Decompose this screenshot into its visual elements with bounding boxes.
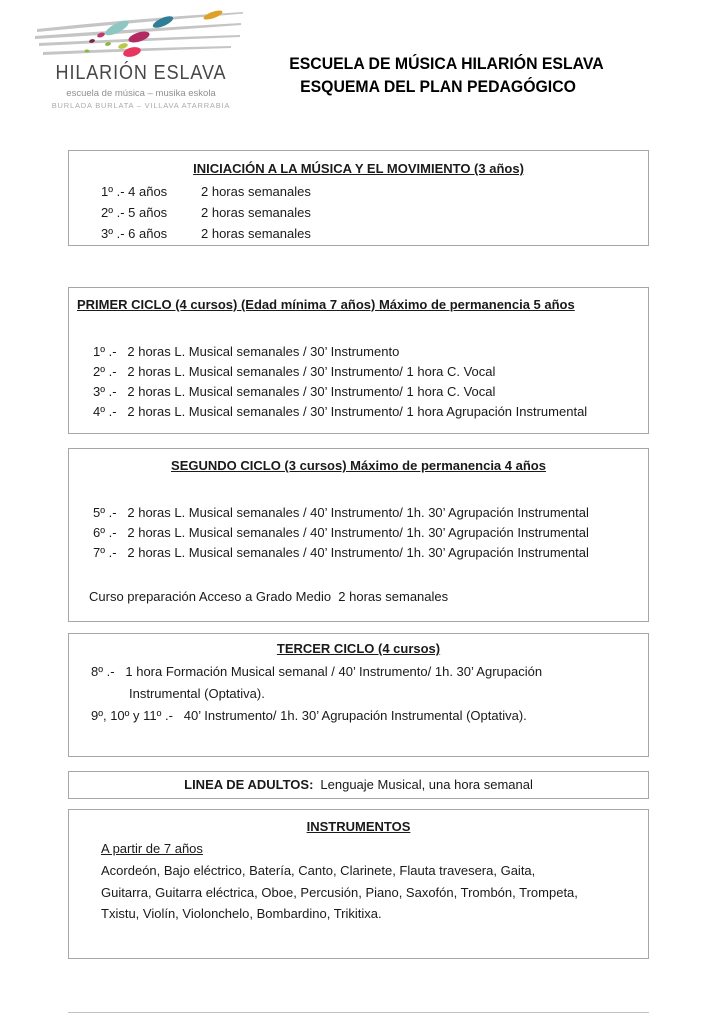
logo-blob-teal <box>103 18 130 38</box>
course-label: 3º .- 6 años <box>101 226 168 241</box>
adultos-text: Lenguaje Musical, una hora semanal <box>320 777 533 792</box>
course-rows <box>93 342 648 422</box>
instrument-list-line: Txistu, Violín, Violonchelo, Bombardino, Trikitixa. <box>101 906 382 921</box>
logo-blob-lime <box>117 42 128 50</box>
course-row: 1º .- 2 horas L. Musical semanales / 30’ Instrumento <box>93 344 400 359</box>
course-row: 4º .- 2 horas L. Musical semanales / 30’ Instrumento/ 1 hora Agrupación Instrumental <box>93 404 588 419</box>
instrumentos-age-note: A partir de 7 años <box>101 841 203 856</box>
logo-subtitle: escuela de música – musika eskola <box>66 88 216 99</box>
logo-blob-green-dot <box>85 50 90 53</box>
course-label: 1º .- 4 años <box>101 184 168 199</box>
section-tercer-ciclo <box>68 633 649 757</box>
adultos-label: LINEA DE ADULTOS: <box>184 777 314 792</box>
logo-brushstrokes-icon <box>35 8 247 60</box>
logo-towns: BURLADA BURLATA – VILLAVA ATARRABIA <box>51 101 231 110</box>
course-rows <box>91 661 648 727</box>
course-row: 6º .- 2 horas L. Musical semanales / 40’ Instrumento/ 1h. 30’ Agrupación Instrumental <box>93 525 589 540</box>
course-label: 2º .- 5 años <box>101 205 168 220</box>
document-title <box>278 52 604 98</box>
course-row: 7º .- 2 horas L. Musical semanales / 40’ Instrumento/ 1h. 30’ Agrupación Instrumental <box>93 545 589 560</box>
course-row <box>101 202 648 223</box>
school-logo <box>35 8 247 110</box>
logo-school-name: HILARIÓN ESLAVA <box>55 62 227 84</box>
section-segundo-ciclo <box>68 448 649 622</box>
section-title: TERCER CICLO (4 cursos) <box>276 641 441 656</box>
course-value: 2 horas semanales <box>201 205 311 220</box>
course-value: 2 horas semanales <box>201 184 311 199</box>
section-instrumentos <box>68 809 649 959</box>
course-row: 3º .- 2 horas L. Musical semanales / 30’ Instrumento/ 1 hora C. Vocal <box>93 384 496 399</box>
course-rows <box>101 181 648 244</box>
section-title: SEGUNDO CICLO (3 cursos) Máximo de permanencia 4 años <box>171 458 546 473</box>
section-title: INSTRUMENTOS <box>306 819 411 834</box>
course-value: 2 horas semanales <box>201 226 311 241</box>
grado-medio-note: Curso preparación Acceso a Grado Medio 2 horas semanales <box>89 589 449 604</box>
section-title: INICIACIÓN A LA MÚSICA Y EL MOVIMIENTO (3 años) <box>193 161 524 176</box>
course-row: 9º, 10º y 11º .- 40’ Instrumento/ 1h. 30’ Agrupación Instrumental (Optativa). <box>91 708 527 723</box>
course-row <box>101 181 648 202</box>
next-box-top-edge <box>68 1012 649 1013</box>
course-row: 2º .- 2 horas L. Musical semanales / 30’ Instrumento/ 1 hora C. Vocal <box>93 364 496 379</box>
instrument-list-line: Acordeón, Bajo eléctrico, Batería, Canto, Clarinete, Flauta travesera, Gaita, <box>101 863 536 878</box>
section-linea-adultos <box>68 771 649 799</box>
course-rows <box>93 503 648 563</box>
instrument-list-line: Guitarra, Guitarra eléctrica, Oboe, Percusión, Piano, Saxofón, Trombón, Trompeta, <box>101 884 578 900</box>
course-row: 5º .- 2 horas L. Musical semanales / 40’ Instrumento/ 1h. 30’ Agrupación Instrumental <box>93 505 589 520</box>
document-title-line2: ESQUEMA DEL PLAN PEDAGÓGICO <box>300 77 576 96</box>
section-iniciacion <box>68 150 649 246</box>
section-primer-ciclo <box>68 287 649 434</box>
instrument-list <box>101 860 648 925</box>
course-row: 8º .- 1 hora Formación Musical semanal / 40’ Instrumento/ 1h. 30’ Agrupación <box>91 664 543 679</box>
document-title-line1: ESCUELA DE MÚSICA HILARIÓN ESLAVA <box>289 54 604 73</box>
course-row <box>101 223 648 244</box>
section-title: PRIMER CICLO (4 cursos) (Edad mínima 7 años) Máximo de permanencia 5 años <box>77 297 575 312</box>
course-row-continuation: Instrumental (Optativa). <box>129 686 265 701</box>
